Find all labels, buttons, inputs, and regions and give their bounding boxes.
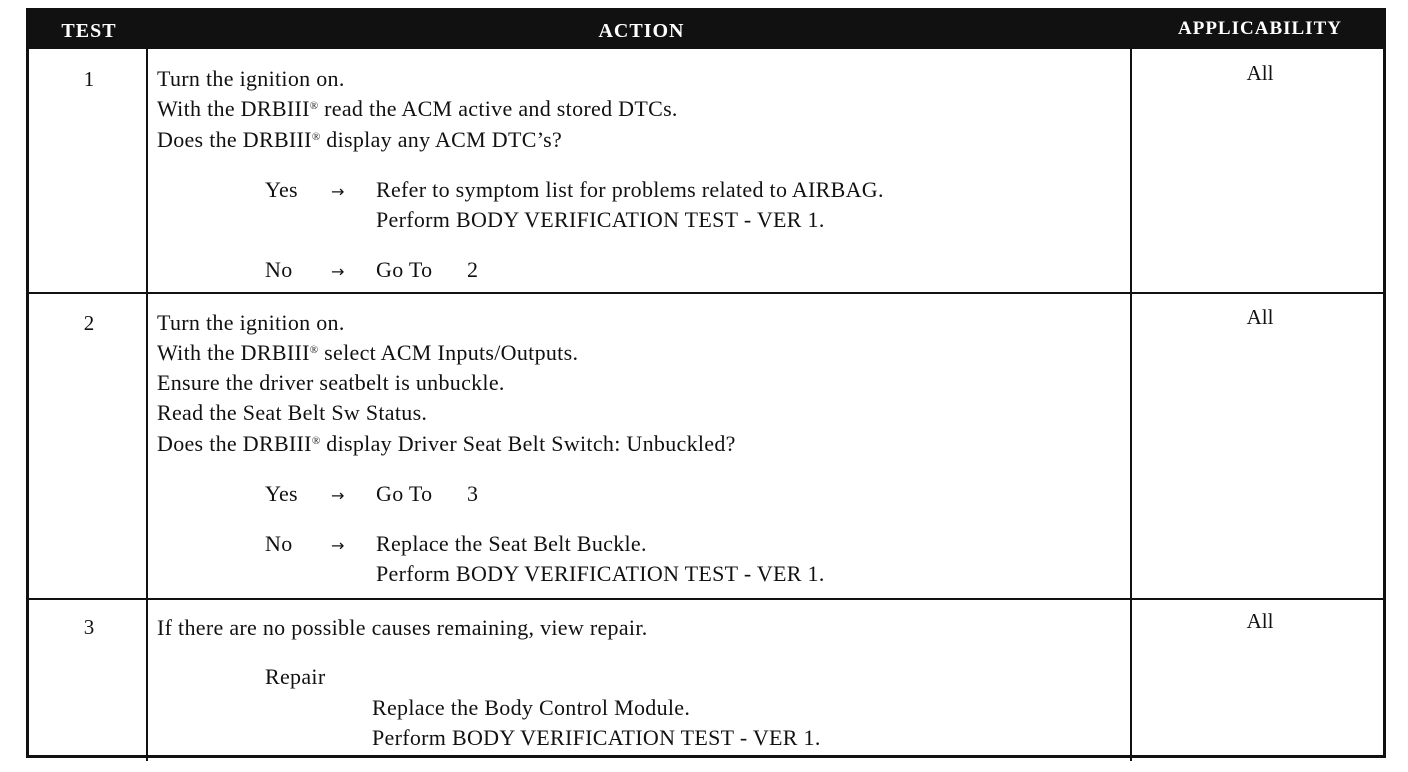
repair-action: Perform BODY VERIFICATION TEST - VER 1. bbox=[372, 725, 821, 750]
action-line: Does the DRBIII® display any ACM DTC’s? bbox=[157, 127, 563, 152]
applicability-value: All bbox=[1246, 61, 1274, 85]
arrow-icon: → bbox=[331, 486, 345, 505]
goto-target: 3 bbox=[467, 481, 479, 506]
action-line: If there are no possible causes remaining, view repair. bbox=[157, 615, 648, 640]
row-divider bbox=[29, 598, 1383, 600]
repair-action: Replace the Body Control Module. bbox=[372, 695, 691, 720]
test-number: 1 bbox=[83, 67, 95, 91]
no-label: No bbox=[265, 257, 293, 282]
applicability-value: All bbox=[1246, 305, 1274, 329]
column-divider bbox=[1130, 49, 1132, 761]
no-action: Replace the Seat Belt Buckle. bbox=[376, 531, 647, 556]
goto-target: 2 bbox=[467, 257, 479, 282]
action-line: Turn the ignition on. bbox=[157, 310, 345, 335]
action-line: Does the DRBIII® display Driver Seat Belt Switch: Unbuckled? bbox=[157, 431, 736, 456]
test-number: 3 bbox=[83, 615, 95, 639]
repair-label: Repair bbox=[265, 664, 326, 689]
no-action: Perform BODY VERIFICATION TEST - VER 1. bbox=[376, 561, 825, 586]
no-label: No bbox=[265, 531, 293, 556]
header-applicability: APPLICABILITY bbox=[1178, 18, 1342, 39]
column-divider bbox=[146, 49, 148, 761]
action-line: Ensure the driver seatbelt is unbuckle. bbox=[157, 370, 505, 395]
goto-text: Go To bbox=[376, 481, 433, 506]
action-line: With the DRBIII® select ACM Inputs/Outputs. bbox=[157, 340, 579, 365]
yes-action: Perform BODY VERIFICATION TEST - VER 1. bbox=[376, 207, 825, 232]
goto-text: Go To bbox=[376, 257, 433, 282]
action-line: With the DRBIII® read the ACM active and stored DTCs. bbox=[157, 96, 678, 121]
applicability-value: All bbox=[1246, 609, 1274, 633]
action-line: Read the Seat Belt Sw Status. bbox=[157, 400, 428, 425]
header-action: ACTION bbox=[598, 20, 685, 42]
arrow-icon: → bbox=[331, 536, 345, 555]
action-line: Turn the ignition on. bbox=[157, 66, 345, 91]
header-test: TEST bbox=[61, 20, 117, 42]
arrow-icon: → bbox=[331, 182, 345, 201]
arrow-icon: → bbox=[331, 262, 345, 281]
table-header bbox=[29, 11, 1383, 49]
yes-label: Yes bbox=[265, 481, 298, 506]
row-divider bbox=[29, 292, 1383, 294]
test-number: 2 bbox=[83, 311, 95, 335]
diagnostic-test-table bbox=[26, 8, 1386, 758]
yes-label: Yes bbox=[265, 177, 298, 202]
yes-action: Refer to symptom list for problems related to AIRBAG. bbox=[376, 177, 884, 202]
